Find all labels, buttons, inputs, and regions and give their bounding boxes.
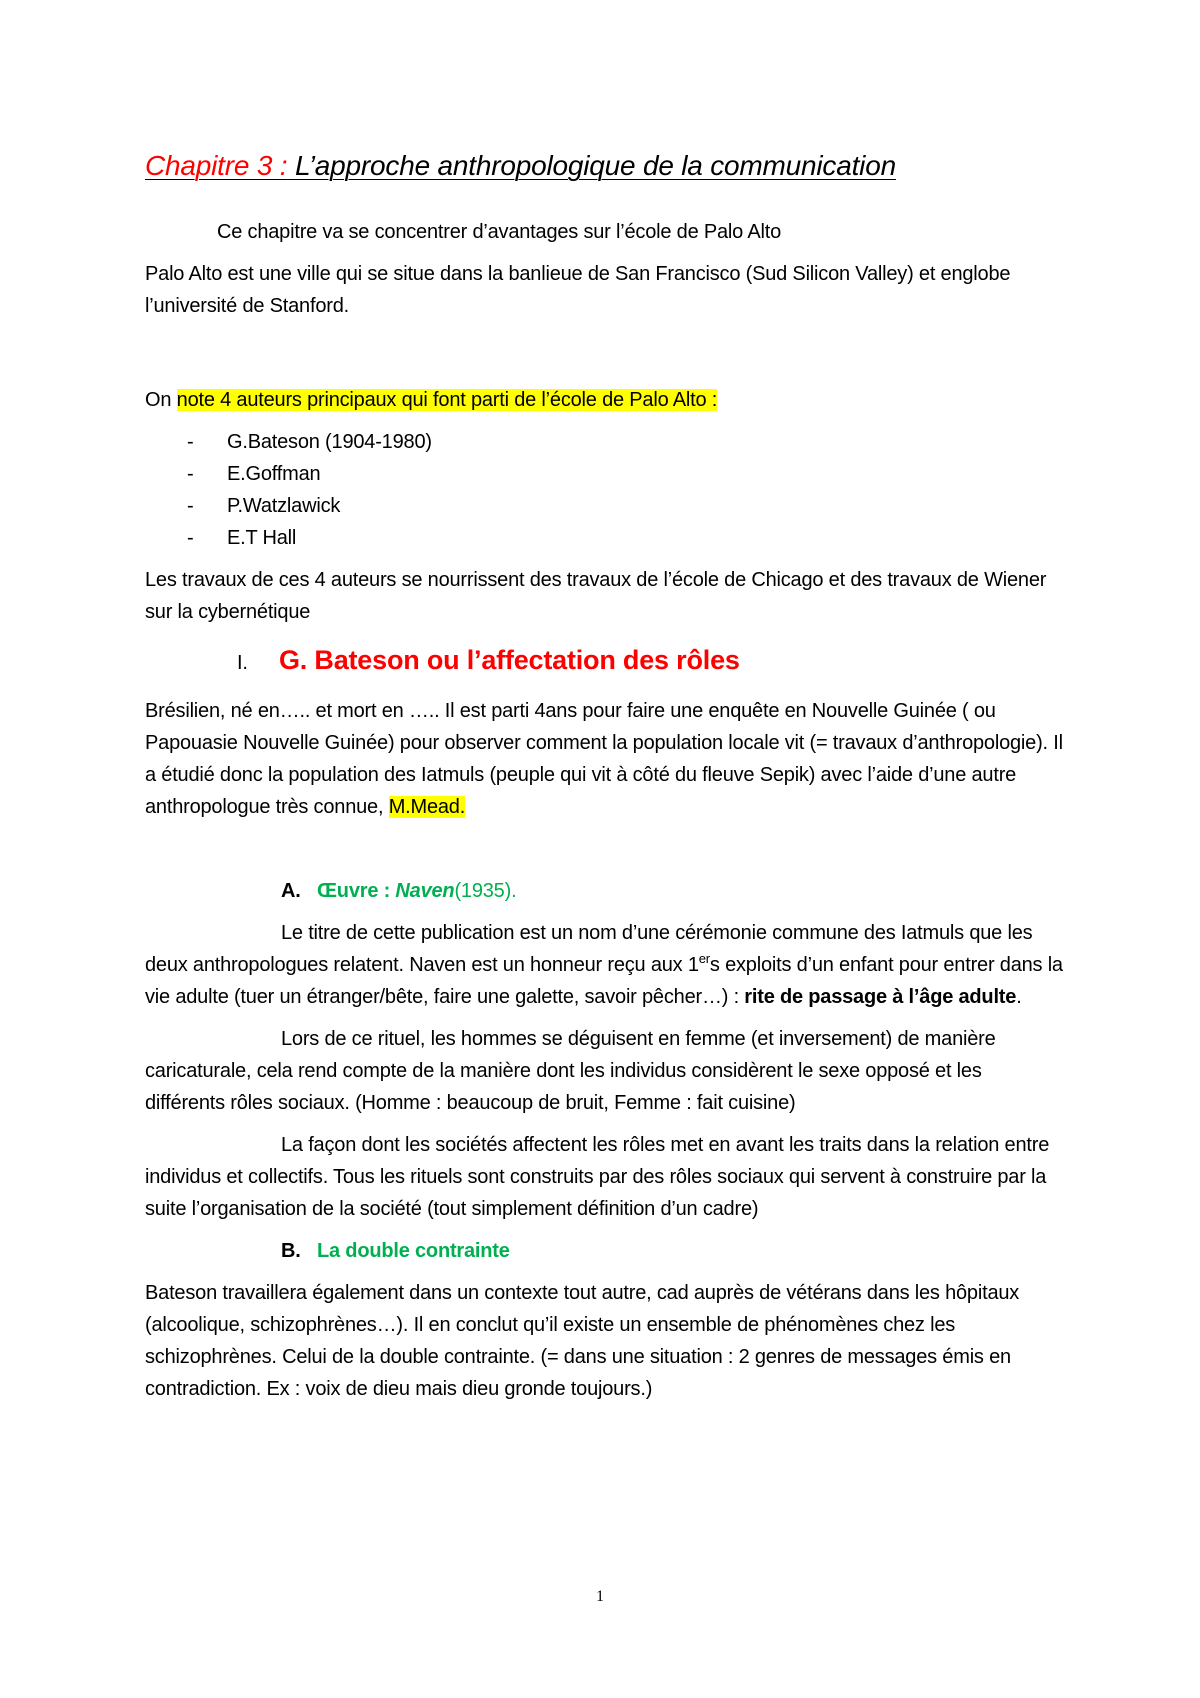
double-bind-paragraph: Bateson travaillera également dans un contexte tout autre, cad auprès de vétérans dans les hôpitaux (alcoolique, schizophrènes…). Il en conclut qu’il existe un ensemble de phénomènes chez les schizophrènes. Celui de la double contrainte. (= dans une situation : 2 genres de messages émis en contradiction. Ex : voix de dieu mais dieu gronde toujours.)	[145, 1282, 1020, 1400]
subsection-heading-a	[145, 875, 1065, 907]
list-dash: -	[187, 463, 194, 485]
document-body	[145, 148, 1065, 1415]
bateson-paragraph	[145, 695, 1065, 823]
naven-paragraph-2: Lors de ce rituel, les hommes se déguisent en femme (et inversement) de manière caricaturale, cela rend compte de la manière dont les individus considèrent le sexe opposé et les différents rôles sociaux. (Homme : beaucoup de bruit, Femme : fait cuisine)	[145, 1028, 996, 1114]
subsection-title-italic: Naven	[395, 880, 455, 902]
authors-intro	[145, 384, 1065, 416]
authors-list	[145, 426, 1065, 554]
section-title: G. Bateson ou l’affectation des rôles	[279, 645, 740, 675]
author-name: G.Bateson (1904-1980)	[227, 431, 432, 453]
author-name: E.T Hall	[227, 527, 297, 549]
list-dash: -	[187, 431, 194, 453]
ordinal-superscript: er	[698, 951, 710, 966]
chapter-subject: L’approche anthropologique de la communication	[287, 150, 896, 181]
naven-paragraph-1	[145, 917, 1065, 1013]
list-item	[145, 490, 1065, 522]
list-item	[145, 458, 1065, 490]
naven-text-b: s exploits d’un enfant pour entrer dans la vie adulte (tuer un étranger/bête, faire une galette, savoir pêcher…) :	[145, 954, 1063, 1008]
blank-line	[145, 332, 1065, 384]
list-dash: -	[187, 495, 194, 517]
subsection-number: B.	[281, 1240, 301, 1262]
list-item	[145, 522, 1065, 554]
list-dash: -	[187, 527, 194, 549]
chapter-label: Chapitre 3 :	[145, 150, 288, 181]
authors-work-paragraph: Les travaux de ces 4 auteurs se nourrissent des travaux de l’école de Chicago et des travaux de Wiener sur la cybernétique	[145, 569, 1047, 623]
page-number: 1	[596, 1588, 604, 1605]
subsection-title	[317, 875, 454, 907]
list-item	[145, 426, 1065, 458]
subsection-number: A.	[281, 880, 301, 902]
subsection-title: La double contrainte	[317, 1240, 510, 1262]
intro-paragraph: Ce chapitre va se concentrer d’avantages sur l’école de Palo Alto	[217, 221, 782, 243]
blank-line	[145, 833, 1065, 875]
subsection-title-prefix: Œuvre :	[317, 880, 396, 902]
authors-intro-prefix: On	[145, 389, 177, 411]
author-name: P.Watzlawick	[227, 495, 341, 517]
bateson-highlight: M.Mead.	[388, 796, 466, 818]
author-name: E.Goffman	[227, 463, 321, 485]
naven-text-end: .	[1016, 986, 1022, 1008]
section-number: I.	[237, 652, 248, 674]
section-heading-1	[145, 640, 1065, 683]
page-title	[145, 148, 1065, 184]
naven-bold-text: rite de passage à l’âge adulte	[744, 986, 1017, 1008]
naven-text-a: Le titre de cette publication est un nom d’une cérémonie commune des Iatmuls que les deux anthropologues relatent. Naven est un honneur reçu aux 1	[145, 922, 1033, 976]
subsection-heading-b	[145, 1235, 1065, 1267]
bateson-text: Brésilien, né en….. et mort en ….. Il est parti 4ans pour faire une enquête en Nouvelle Guinée ( ou Papouasie Nouvelle Guinée) pour observer comment la population locale vit (= travaux d’anthropologie). Il a étudié donc la population des Iatmuls (peuple qui vit à côté du fleuve Sepik) avec l’aide d’une autre anthropologue très connue,	[145, 700, 1063, 818]
subsection-title-suffix: (1935).	[454, 880, 517, 902]
palo-alto-paragraph: Palo Alto est une ville qui se situe dans la banlieue de San Francisco (Sud Silicon Valley) et englobe l’université de Stanford.	[145, 263, 1011, 317]
naven-paragraph-3: La façon dont les sociétés affectent les rôles met en avant les traits dans la relation entre individus et collectifs. Tous les rituels sont construits par des rôles sociaux qui servent à construire par la suite l’organisation de la société (tout simplement définition d’un cadre)	[145, 1134, 1050, 1220]
authors-intro-highlight: note 4 auteurs principaux qui font parti de l’école de Palo Alto :	[176, 389, 718, 411]
